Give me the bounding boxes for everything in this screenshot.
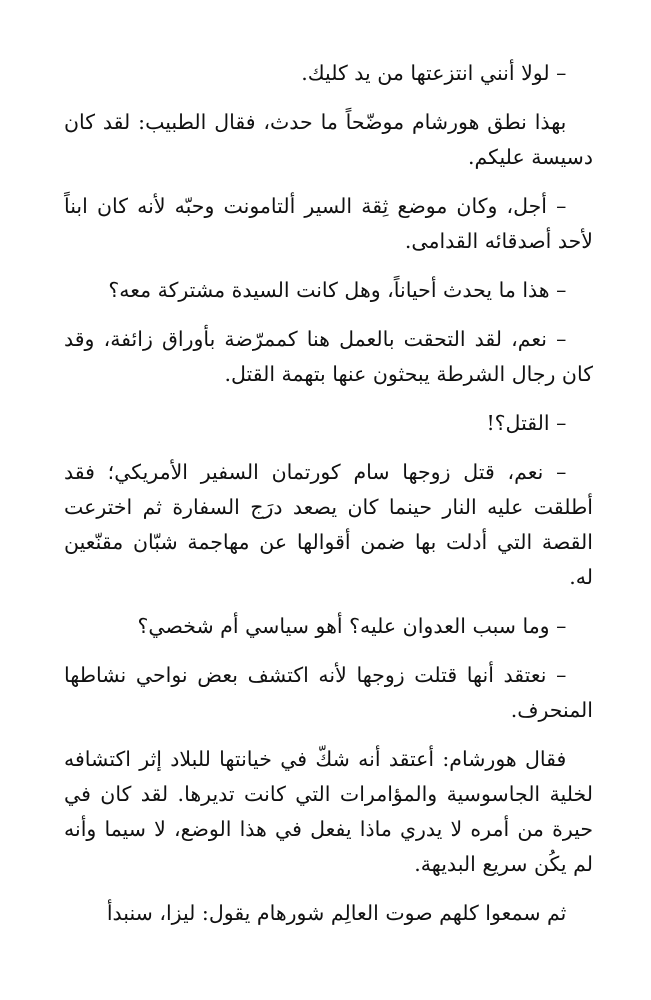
paragraph-3: – أجل، وكان موضع ثِقة السير ألتامونت وحبّه لأنه كان ابناً لأحد أصدقائه القدامى. xyxy=(64,194,593,253)
paragraph-4: – هذا ما يحدث أحياناً، وهل كانت السيدة مشتركة معه؟ xyxy=(108,278,567,302)
paragraph-7: – نعم، قتل زوجها سام كورتمان السفير الأمريكي؛ فقد أطلقت عليه النار حينما كان يصعد درَج السفارة ثم اخترعت القصة التي أدلت بها ضمن أقوالها عن مهاجمة شبّان مقنّعين له. xyxy=(64,460,593,589)
paragraph-2: بهذا نطق هورشام موضّحاً ما حدث، فقال الطبيب: لقد كان دسيسة عليكم. xyxy=(64,110,593,169)
paragraph-1: – لولا أنني انتزعتها من يد كليك. xyxy=(301,61,567,85)
paragraph-10: فقال هورشام: أعتقد أنه شكّ في خيانتها للبلاد إثر اكتشافه لخلية الجاسوسية والمؤامرات التي كانت تديرها. لقد كان في حيرة من أمره لا يدري ماذا يفعل في هذا الوضع، لا سيما وأنه لم يكُن سريع البديهة. xyxy=(64,747,593,876)
paragraph-9: – نعتقد أنها قتلت زوجها لأنه اكتشف بعض نواحي نشاطها المنحرف. xyxy=(64,663,593,722)
paragraph-11: ثم سمعوا كلهم صوت العالِم شورهام يقول: ليزا، سنبدأ xyxy=(106,901,567,925)
paragraph-6: – القتل؟! xyxy=(486,411,567,435)
paragraph-8: – وما سبب العدوان عليه؟ أهو سياسي أم شخصي؟ xyxy=(137,614,567,638)
book-page xyxy=(64,56,593,1000)
paragraph-5: – نعم، لقد التحقت بالعمل هنا كممرّضة بأوراق زائفة، وقد كان رجال الشرطة يبحثون عنها بتهمة القتل. xyxy=(64,327,593,386)
